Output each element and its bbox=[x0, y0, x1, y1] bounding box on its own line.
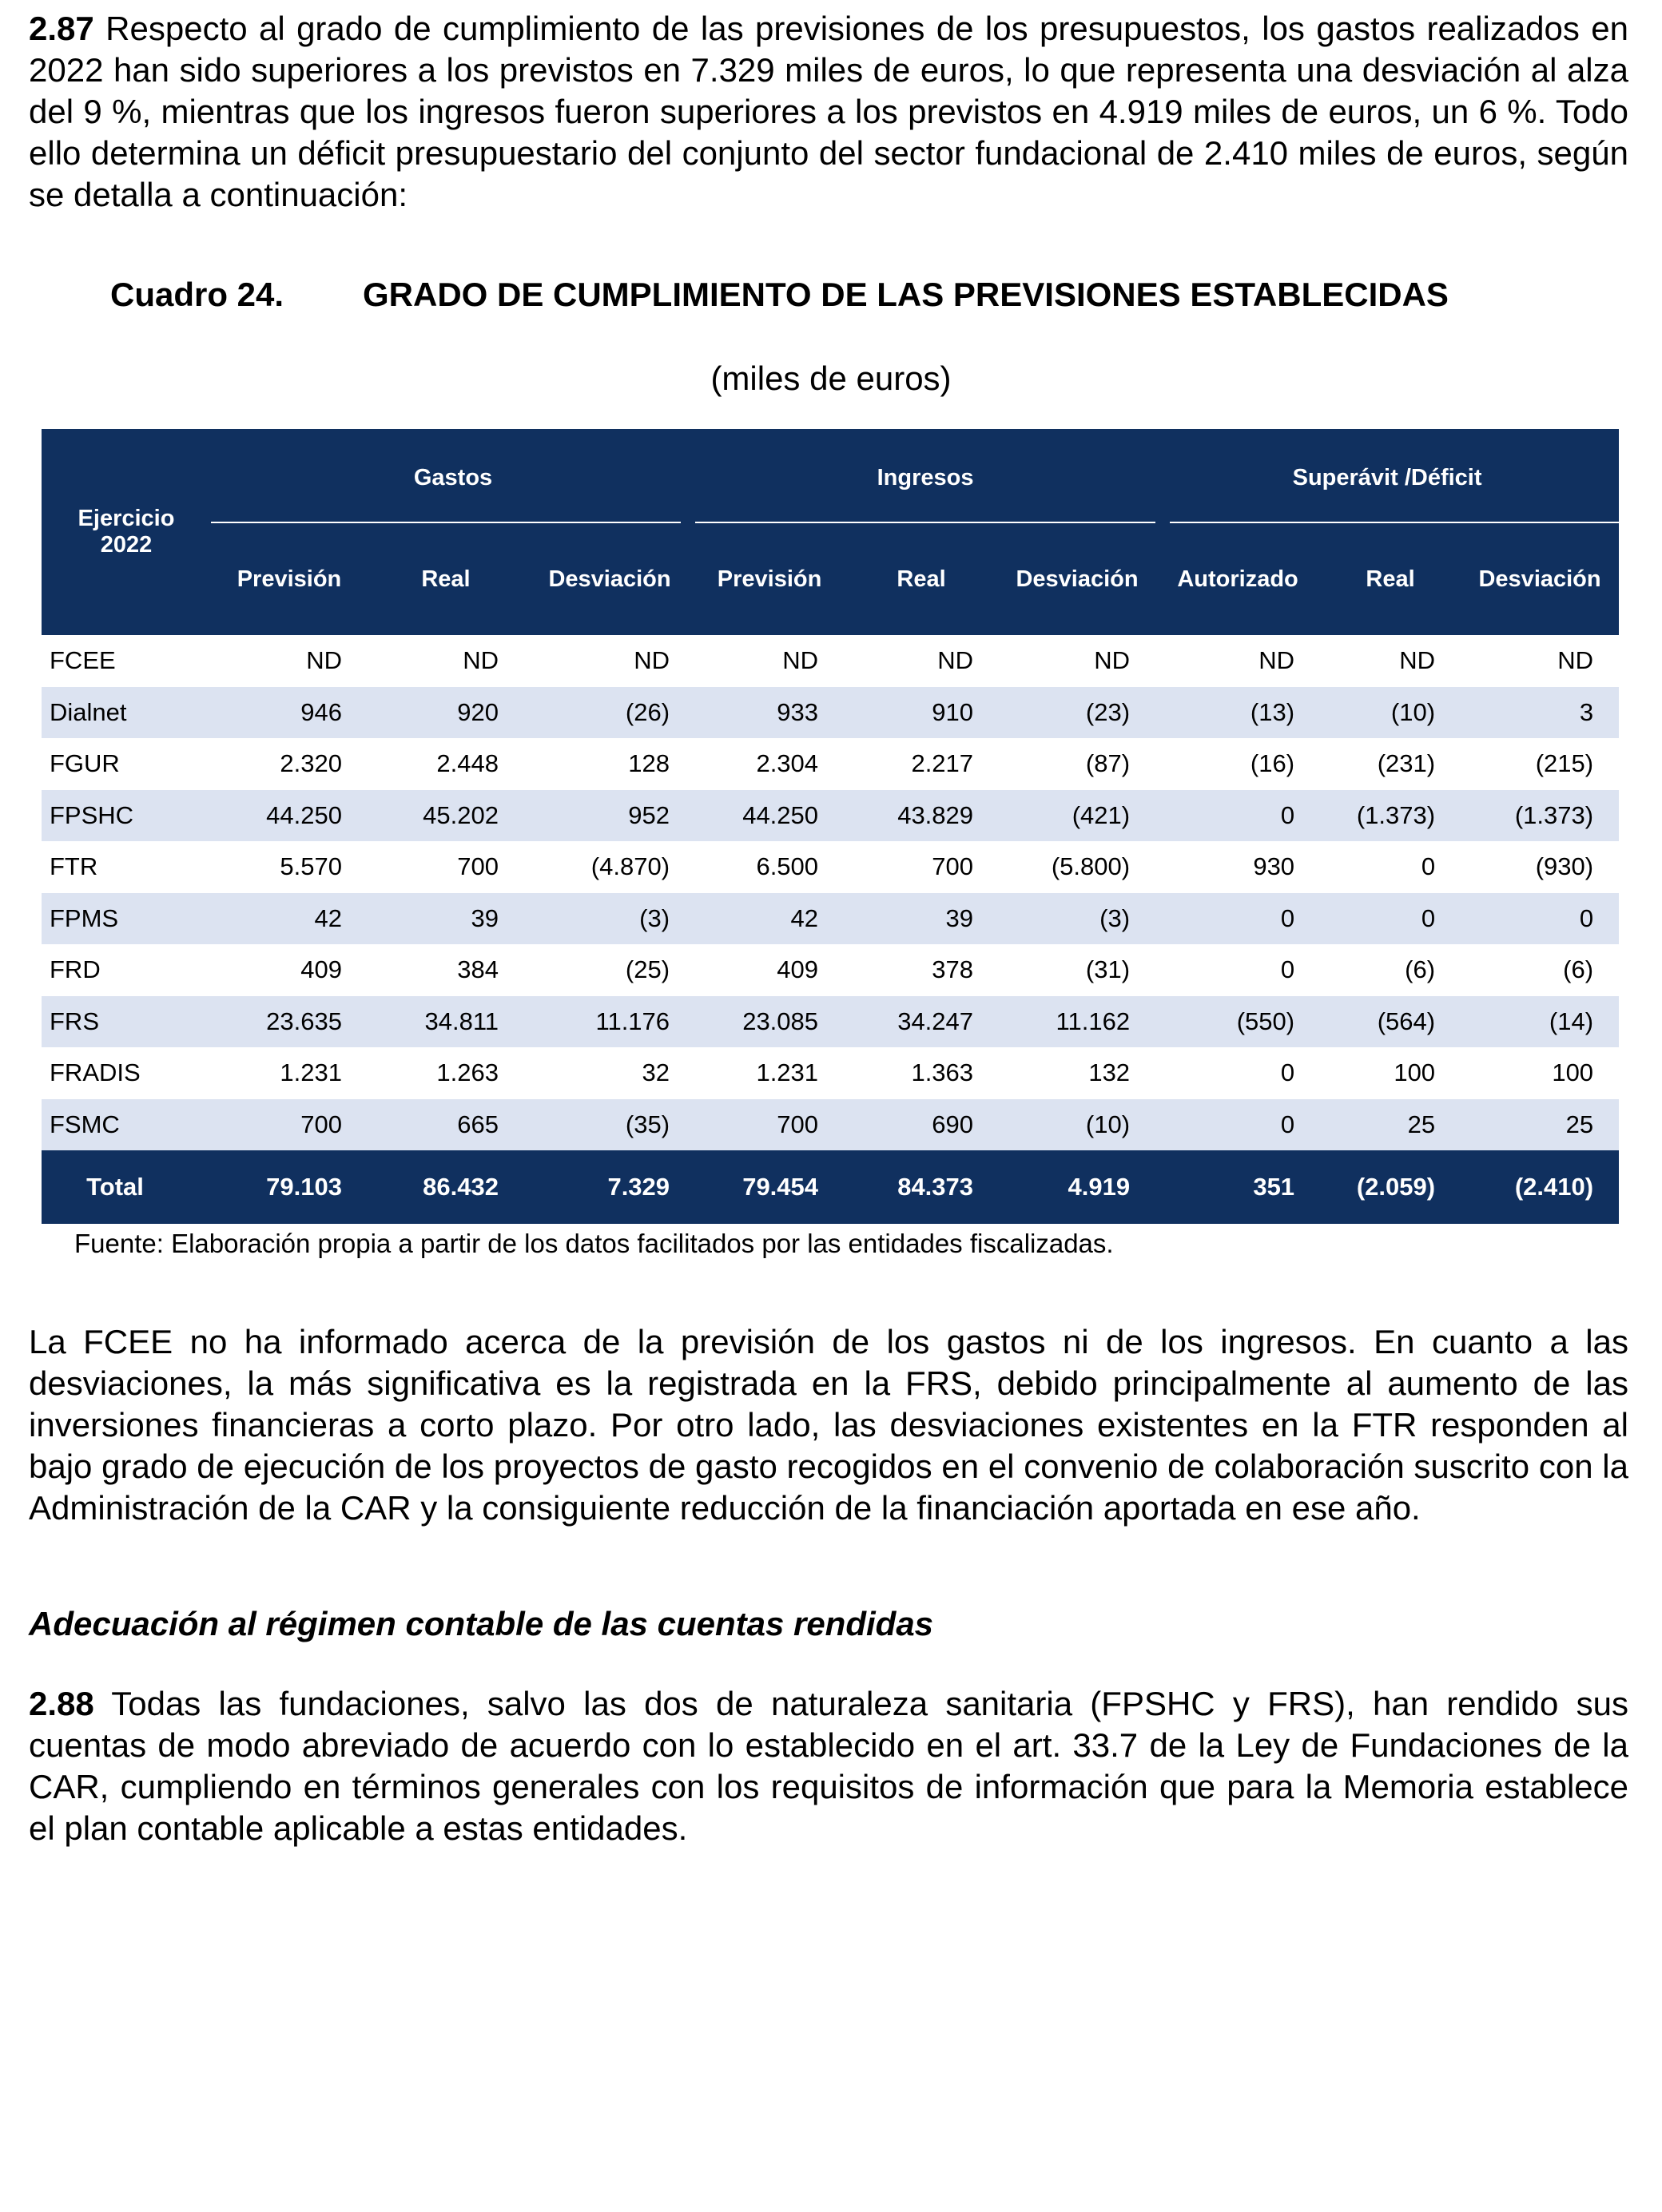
table-cell: 44.250 bbox=[695, 790, 844, 842]
table-cell: (1.373) bbox=[1461, 790, 1619, 842]
table-cell: (16) bbox=[1155, 738, 1320, 790]
table-cell: 700 bbox=[211, 1099, 368, 1151]
table-cell: 128 bbox=[524, 738, 695, 790]
header-ingresos-real: Real bbox=[844, 523, 999, 635]
table-cell: 700 bbox=[844, 841, 999, 893]
table-cell: (26) bbox=[524, 687, 695, 739]
table-cell: 25 bbox=[1461, 1099, 1619, 1151]
table-cell: (25) bbox=[524, 944, 695, 996]
header-group-gastos: Gastos bbox=[211, 429, 695, 523]
table-cell: (5.800) bbox=[999, 841, 1155, 893]
table-row bbox=[42, 996, 1619, 1048]
table-cell: 2.320 bbox=[211, 738, 368, 790]
table-cell: 79.103 bbox=[211, 1150, 368, 1224]
table-cell: 34.247 bbox=[844, 996, 999, 1048]
table-cell: (1.373) bbox=[1320, 790, 1461, 842]
header-group-superavit-deficit: Superávit /Déficit bbox=[1155, 429, 1619, 523]
table-cell: 11.176 bbox=[524, 996, 695, 1048]
row-entity-name: FSMC bbox=[42, 1099, 211, 1151]
table-cell: (421) bbox=[999, 790, 1155, 842]
table-cell: 100 bbox=[1320, 1047, 1461, 1099]
table-row bbox=[42, 687, 1619, 739]
paragraph-number: 2.88 bbox=[29, 1685, 94, 1722]
paragraph-text: Respecto al grado de cumplimiento de las previsiones de los presupuestos, los gastos realizados en 2022 han sido superiores a los previstos en 7.329 miles de euros, lo que representa una desviación al alza del 9 %, mientras que los ingresos fueron superiores a los previstos en 4.919 miles de euros, un 6 %. Todo ello determina un déficit presupuestario del conjunto del sector fundacional de 2.410 miles de euros, según se detalla a continuación: bbox=[29, 10, 1629, 213]
row-entity-name: FRADIS bbox=[42, 1047, 211, 1099]
table-cell: 384 bbox=[368, 944, 524, 996]
table-cell: 0 bbox=[1461, 893, 1619, 945]
table-cell: 933 bbox=[695, 687, 844, 739]
table-cell: ND bbox=[999, 635, 1155, 687]
table-cell: 1.363 bbox=[844, 1047, 999, 1099]
table-total-row bbox=[42, 1150, 1619, 1224]
table-cell: (31) bbox=[999, 944, 1155, 996]
table-cell: 351 bbox=[1155, 1150, 1320, 1224]
table-cell: 0 bbox=[1155, 1099, 1320, 1151]
section-heading: Adecuación al régimen contable de las cuentas rendidas bbox=[29, 1605, 934, 1642]
table-cell: 44.250 bbox=[211, 790, 368, 842]
table-cell: (10) bbox=[999, 1099, 1155, 1151]
table-source-note: Fuente: Elaboración propia a partir de los datos facilitados por las entidades fiscalizadas. bbox=[74, 1229, 1114, 1258]
row-entity-name: FGUR bbox=[42, 738, 211, 790]
table-cell: (87) bbox=[999, 738, 1155, 790]
table-cell: 665 bbox=[368, 1099, 524, 1151]
table-title: GRADO DE CUMPLIMIENTO DE LAS PREVISIONES ESTABLECIDAS bbox=[363, 276, 1449, 313]
table-row bbox=[42, 738, 1619, 790]
table-cell: 952 bbox=[524, 790, 695, 842]
header-group-ingresos: Ingresos bbox=[695, 429, 1155, 523]
budget-compliance-table bbox=[42, 429, 1619, 1224]
table-cell: 23.635 bbox=[211, 996, 368, 1048]
table-cell: 0 bbox=[1155, 893, 1320, 945]
table-cell: 45.202 bbox=[368, 790, 524, 842]
table-cell: 910 bbox=[844, 687, 999, 739]
paragraph-2-88 bbox=[29, 1683, 1628, 1849]
table-row bbox=[42, 944, 1619, 996]
table-cell: 132 bbox=[999, 1047, 1155, 1099]
table-cell: 2.448 bbox=[368, 738, 524, 790]
table-cell: 946 bbox=[211, 687, 368, 739]
header-gastos-desviacion: Desviación bbox=[524, 523, 695, 635]
table-cell: 32 bbox=[524, 1047, 695, 1099]
paragraph-number: 2.87 bbox=[29, 10, 94, 47]
table-cell: (231) bbox=[1320, 738, 1461, 790]
table-cell: 0 bbox=[1155, 1047, 1320, 1099]
table-cell: (4.870) bbox=[524, 841, 695, 893]
table-cell: 378 bbox=[844, 944, 999, 996]
table-cell: (3) bbox=[999, 893, 1155, 945]
table-units: (miles de euros) bbox=[710, 359, 952, 397]
row-entity-name: Total bbox=[42, 1150, 211, 1224]
table-cell: 43.829 bbox=[844, 790, 999, 842]
table-cell: 42 bbox=[695, 893, 844, 945]
table-cell: 0 bbox=[1155, 944, 1320, 996]
table-cell: 5.570 bbox=[211, 841, 368, 893]
table-cell: 6.500 bbox=[695, 841, 844, 893]
table-cell: ND bbox=[844, 635, 999, 687]
table-cell: 34.811 bbox=[368, 996, 524, 1048]
paragraph-text: Todas las fundaciones, salvo las dos de naturaleza sanitaria (FPSHC y FRS), han rendido sus cuentas de modo abreviado de acuerdo con lo establecido en el art. 33.7 de la Ley de Fundaciones de la CAR, cumpliendo en términos generales con los requisitos de información que para la Memoria establece el plan contable aplicable a estas entidades. bbox=[29, 1685, 1628, 1847]
row-entity-name: FRS bbox=[42, 996, 211, 1048]
table-cell: ND bbox=[524, 635, 695, 687]
table-cell: 2.217 bbox=[844, 738, 999, 790]
table-cell: 700 bbox=[368, 841, 524, 893]
table-cell: 86.432 bbox=[368, 1150, 524, 1224]
table-row bbox=[42, 1047, 1619, 1099]
header-ejercicio: Ejercicio 2022 bbox=[42, 429, 211, 635]
table-cell: 920 bbox=[368, 687, 524, 739]
table-cell: (215) bbox=[1461, 738, 1619, 790]
table-caption bbox=[110, 276, 1449, 314]
table-cell: (10) bbox=[1320, 687, 1461, 739]
table-cell: 409 bbox=[211, 944, 368, 996]
table-cell: (14) bbox=[1461, 996, 1619, 1048]
table-row bbox=[42, 1099, 1619, 1151]
table-cell: 100 bbox=[1461, 1047, 1619, 1099]
table-row bbox=[42, 893, 1619, 945]
paragraph-2-87 bbox=[29, 8, 1628, 216]
table-cell: 1.263 bbox=[368, 1047, 524, 1099]
table-cell: 0 bbox=[1155, 790, 1320, 842]
table-cell: (6) bbox=[1320, 944, 1461, 996]
header-ingresos-desviacion: Desviación bbox=[999, 523, 1155, 635]
table-body bbox=[42, 635, 1619, 1224]
row-entity-name: Dialnet bbox=[42, 687, 211, 739]
table-cell: (550) bbox=[1155, 996, 1320, 1048]
table-cell: 1.231 bbox=[695, 1047, 844, 1099]
row-entity-name: FTR bbox=[42, 841, 211, 893]
table-cell: (6) bbox=[1461, 944, 1619, 996]
header-gastos-real: Real bbox=[368, 523, 524, 635]
row-entity-name: FPMS bbox=[42, 893, 211, 945]
table-cell: 39 bbox=[368, 893, 524, 945]
row-entity-name: FPSHC bbox=[42, 790, 211, 842]
table-cell: ND bbox=[1320, 635, 1461, 687]
header-ingresos-prevision: Previsión bbox=[695, 523, 844, 635]
table-cell: (2.059) bbox=[1320, 1150, 1461, 1224]
table-cell: 3 bbox=[1461, 687, 1619, 739]
table-cell: 42 bbox=[211, 893, 368, 945]
table-row bbox=[42, 841, 1619, 893]
table-cell: 23.085 bbox=[695, 996, 844, 1048]
row-entity-name: FCEE bbox=[42, 635, 211, 687]
table-cell: (23) bbox=[999, 687, 1155, 739]
table-cell: 0 bbox=[1320, 841, 1461, 893]
table-cell: 0 bbox=[1320, 893, 1461, 945]
table-cell: 1.231 bbox=[211, 1047, 368, 1099]
table-cell: 700 bbox=[695, 1099, 844, 1151]
header-superavit-desviacion: Desviación bbox=[1461, 523, 1619, 635]
table-cell: 690 bbox=[844, 1099, 999, 1151]
row-entity-name: FRD bbox=[42, 944, 211, 996]
table-cell: 79.454 bbox=[695, 1150, 844, 1224]
table-cell: 409 bbox=[695, 944, 844, 996]
table-cell: ND bbox=[1461, 635, 1619, 687]
header-superavit-real: Real bbox=[1320, 523, 1461, 635]
table-number: Cuadro 24. bbox=[110, 276, 284, 313]
table-cell: 84.373 bbox=[844, 1150, 999, 1224]
paragraph-deviations: La FCEE no ha informado acerca de la previsión de los gastos ni de los ingresos. En cuanto a las desviaciones, la más significativa es la registrada en la FRS, debido principalmente al aumento de las inversiones financieras a corto plazo. Por otro lado, las desviaciones existentes en la FTR responden al bajo grado de ejecución de los proyectos de gasto recogidos en el convenio de colaboración suscrito con la Administración de la CAR y la consiguiente reducción de la financiación aportada en ese año. bbox=[29, 1323, 1628, 1527]
table-cell: 2.304 bbox=[695, 738, 844, 790]
table-cell: 930 bbox=[1155, 841, 1320, 893]
table-cell: 11.162 bbox=[999, 996, 1155, 1048]
table-row bbox=[42, 635, 1619, 687]
table-cell: (564) bbox=[1320, 996, 1461, 1048]
table-cell: (2.410) bbox=[1461, 1150, 1619, 1224]
table-cell: (3) bbox=[524, 893, 695, 945]
table-cell: 25 bbox=[1320, 1099, 1461, 1151]
table-cell: 7.329 bbox=[524, 1150, 695, 1224]
table-cell: 39 bbox=[844, 893, 999, 945]
table-cell: ND bbox=[1155, 635, 1320, 687]
table-cell: 4.919 bbox=[999, 1150, 1155, 1224]
table-cell: (35) bbox=[524, 1099, 695, 1151]
header-superavit-autorizado: Autorizado bbox=[1155, 523, 1320, 635]
table-cell: ND bbox=[368, 635, 524, 687]
table-cell: (13) bbox=[1155, 687, 1320, 739]
header-gastos-prevision: Previsión bbox=[211, 523, 368, 635]
table-cell: (930) bbox=[1461, 841, 1619, 893]
table-cell: ND bbox=[211, 635, 368, 687]
table-cell: ND bbox=[695, 635, 844, 687]
table-row bbox=[42, 790, 1619, 842]
